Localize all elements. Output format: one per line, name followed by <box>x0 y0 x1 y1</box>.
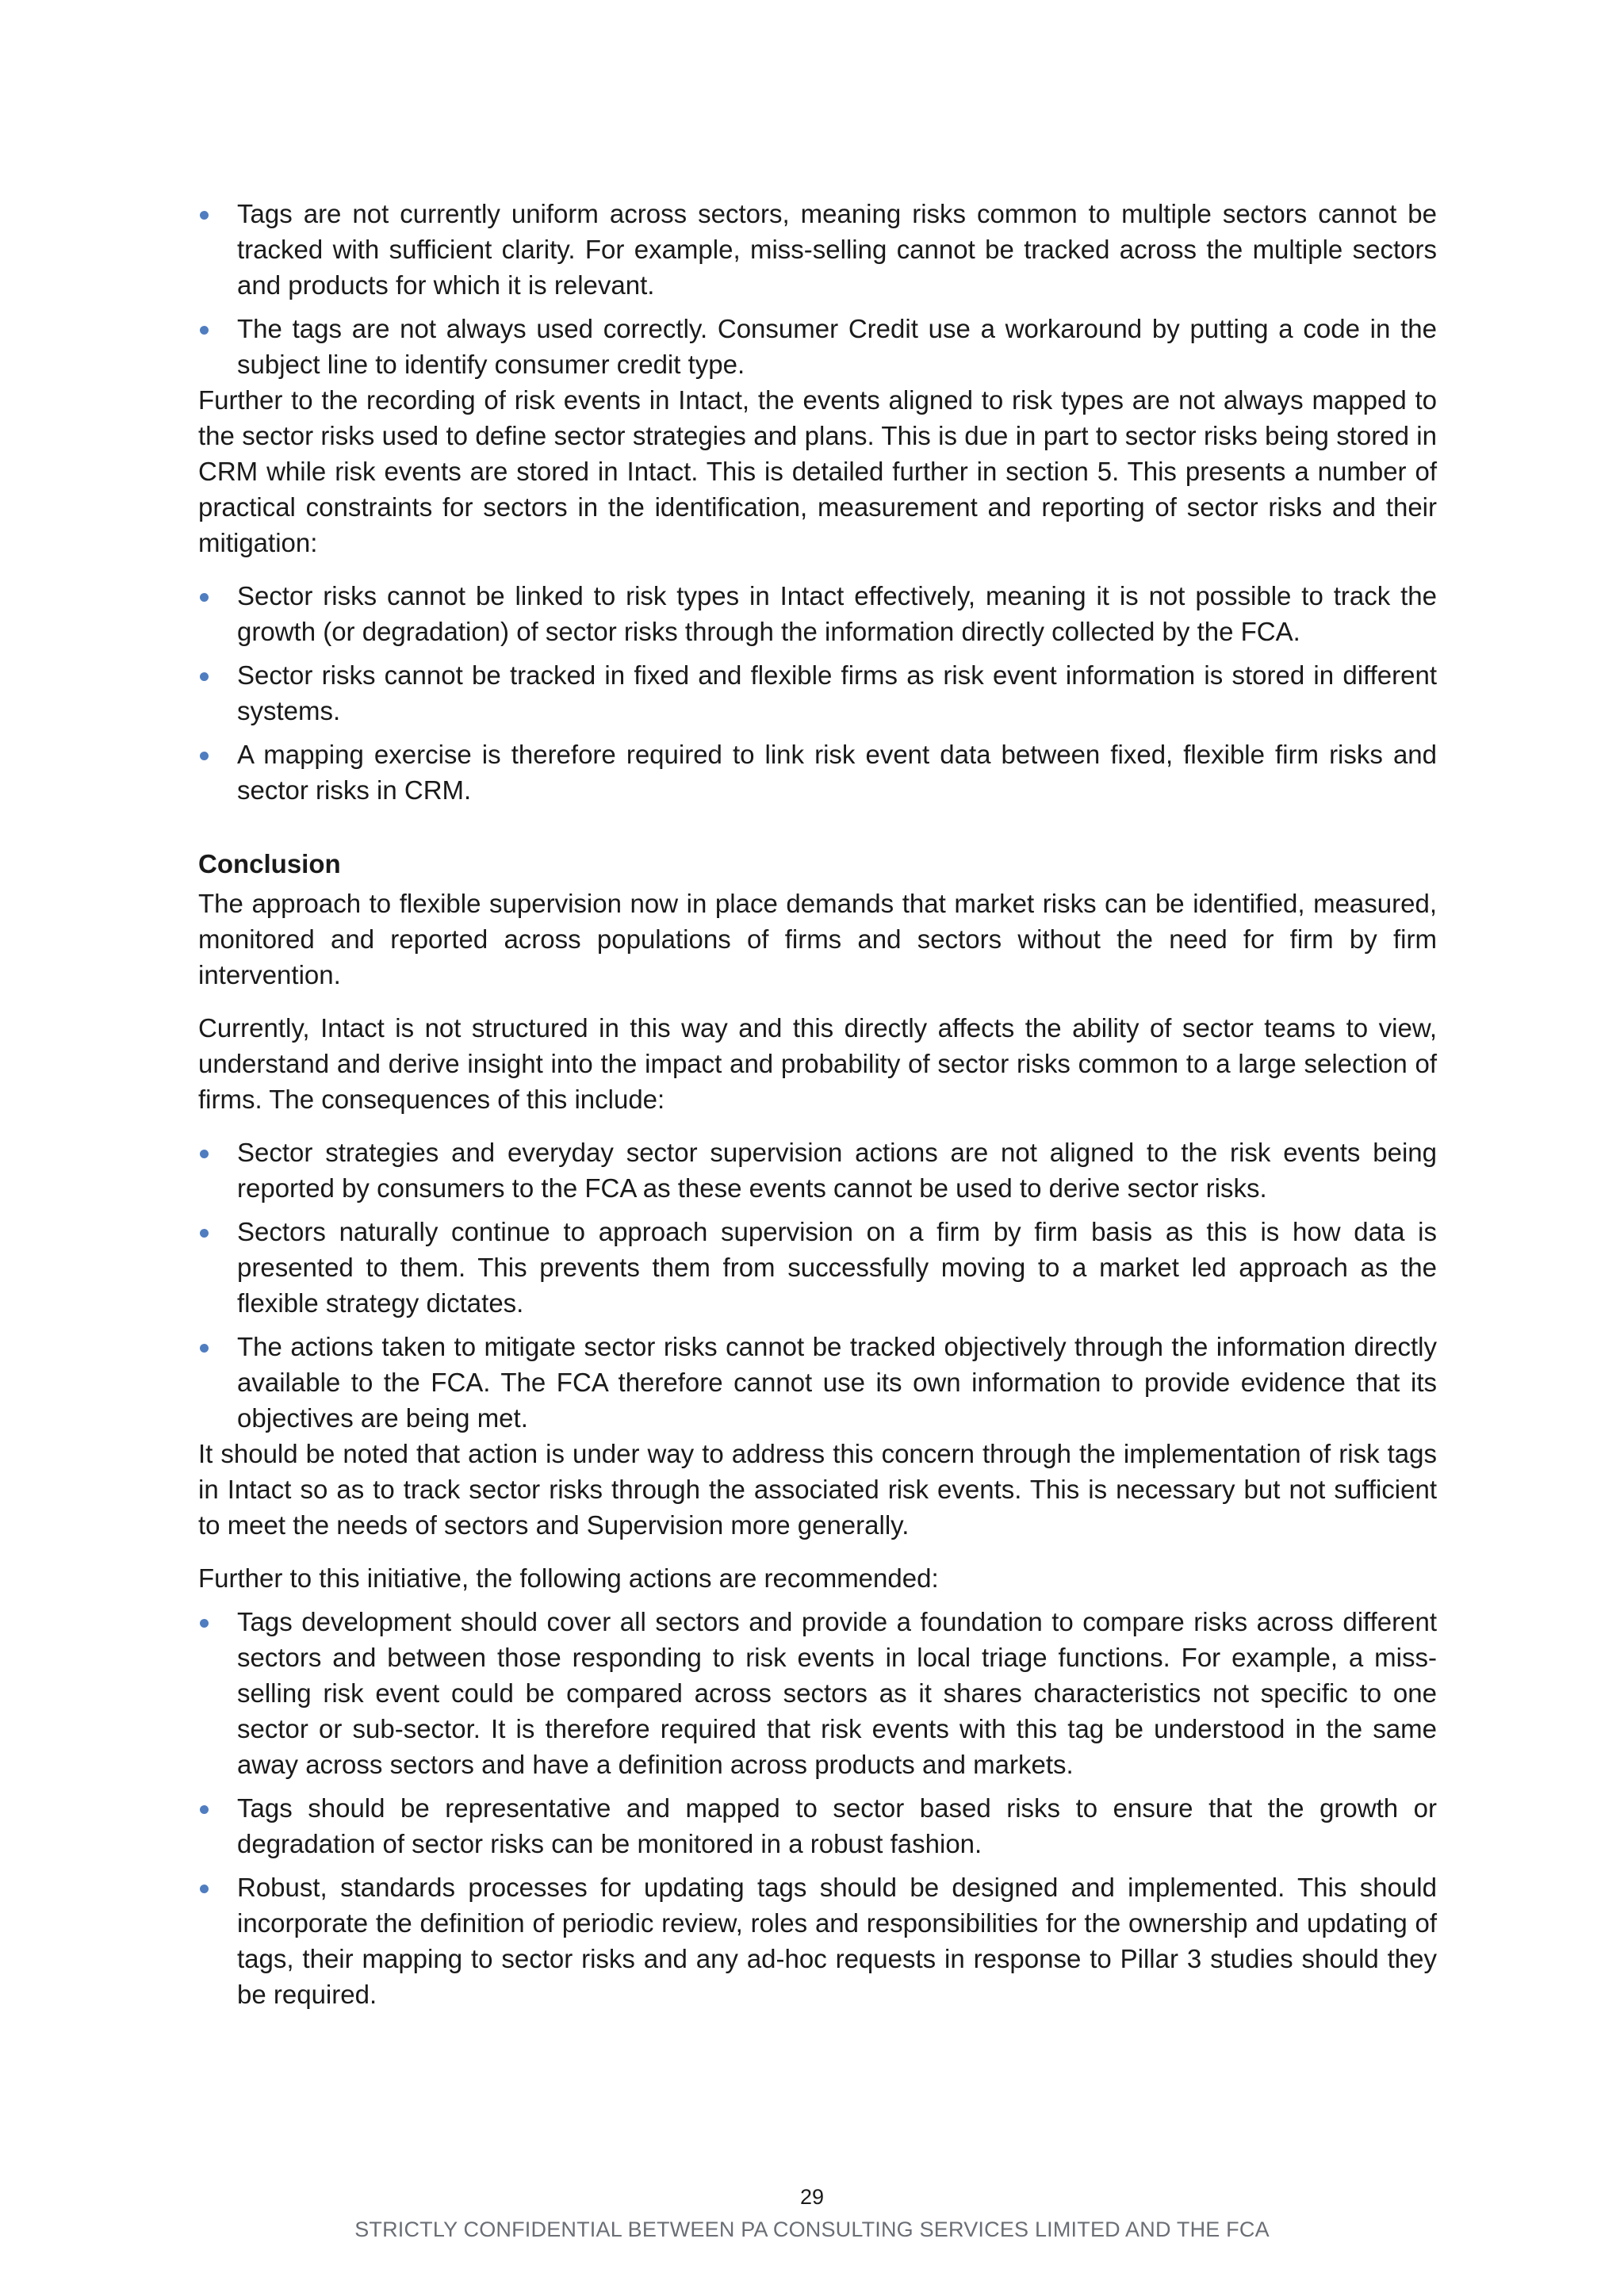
section-heading: Conclusion <box>198 849 341 878</box>
tags-issues-list <box>198 196 1437 382</box>
paragraph: Further to the recording of risk events in Intact, the events aligned to risk types are not always mapped to the sector risks used to define sector strategies and plans. This is due in part to sector risks being stored in CRM while risk events are stored in Intact. This is detailed further in section 5. This presents a number of practical constraints for sectors in the identification, measurement and reporting of sector risks and their mitigation: <box>198 385 1437 557</box>
list-item: A mapping exercise is therefore required to link risk event data between fixed, flexible firm risks and sector risks in CRM. <box>198 737 1437 808</box>
bullet-icon <box>200 752 209 760</box>
document-body <box>198 196 1437 2020</box>
bullet-icon <box>200 1885 209 1893</box>
list-item: Tags are not currently uniform across sectors, meaning risks common to multiple sectors cannot be tracked with sufficient clarity. For example, miss-selling cannot be tracked across the multiple sectors and products for which it is relevant. <box>198 196 1437 303</box>
bullet-icon <box>200 326 209 335</box>
bullet-icon <box>200 1805 209 1814</box>
bullet-icon <box>200 1619 209 1628</box>
paragraph: Currently, Intact is not structured in this way and this directly affects the ability of sector teams to view, understand and derive insight into the impact and probability of sector risks common to a large selection of firms. The consequences of this include: <box>198 1013 1437 1114</box>
list-item: The tags are not always used correctly. Consumer Credit use a workaround by putting a code in the subject line to identify consumer credit type. <box>198 311 1437 382</box>
list-item: Robust, standards processes for updating tags should be designed and implemented. This should incorporate the definition of periodic review, roles and responsibilities for the ownership and updating of tags, their mapping to sector risks and any ad-hoc requests in response to Pillar 3 studies should they be required. <box>198 1869 1437 2012</box>
list-item: Sectors naturally continue to approach supervision on a firm by firm basis as this is how data is presented to them. This prevents them from successfully moving to a market led approach as the flexible strategy dictates. <box>198 1214 1437 1321</box>
consequences-list <box>198 1135 1437 1436</box>
list-item: The actions taken to mitigate sector risks cannot be tracked objectively through the information directly available to the FCA. The FCA therefore cannot use its own information to provide evidence that its objectives are being met. <box>198 1329 1437 1436</box>
page-number: 29 <box>799 2185 825 2209</box>
bullet-icon <box>200 1150 209 1158</box>
paragraph: Further to this initiative, the following actions are recommended: <box>198 1563 939 1593</box>
list-item: Tags should be representative and mapped to sector based risks to ensure that the growth or degradation of sector risks can be monitored in a robust fashion. <box>198 1790 1437 1862</box>
bullet-icon <box>200 593 209 602</box>
paragraph: It should be noted that action is under way to address this concern through the implementation of risk tags in Intact so as to track sector risks through the associated risk events. This is necessary but not sufficient to meet the needs of sectors and Supervision more generally. <box>198 1439 1437 1540</box>
bullet-icon <box>200 211 209 220</box>
bullet-icon <box>200 1229 209 1238</box>
confidentiality-footer: STRICTLY CONFIDENTIAL BETWEEN PA CONSULTING SERVICES LIMITED AND THE FCA <box>354 2218 1270 2241</box>
list-item: Tags development should cover all sectors and provide a foundation to compare risks across different sectors and between those responding to risk events in local triage functions. For example, a miss-selling risk event could be compared across sectors as it shares characteristics not specific to one sector or sub-sector. It is therefore required that risk events with this tag be understood in the same away across sectors and have a definition across products and markets. <box>198 1604 1437 1782</box>
list-item: Sector risks cannot be linked to risk types in Intact effectively, meaning it is not possible to track the growth (or degradation) of sector risks through the information directly collected by the FCA. <box>198 578 1437 649</box>
constraints-list <box>198 578 1437 808</box>
paragraph: The approach to flexible supervision now in place demands that market risks can be identified, measured, monitored and reported across populations of firms and sectors without the need for firm by firm intervention. <box>198 889 1437 989</box>
list-item: Sector risks cannot be tracked in fixed and flexible firms as risk event information is stored in different systems. <box>198 657 1437 729</box>
bullet-icon <box>200 1344 209 1353</box>
recommendations-list <box>198 1604 1437 2012</box>
list-item: Sector strategies and everyday sector supervision actions are not aligned to the risk events being reported by consumers to the FCA as these events cannot be used to derive sector risks. <box>198 1135 1437 1206</box>
bullet-icon <box>200 672 209 681</box>
